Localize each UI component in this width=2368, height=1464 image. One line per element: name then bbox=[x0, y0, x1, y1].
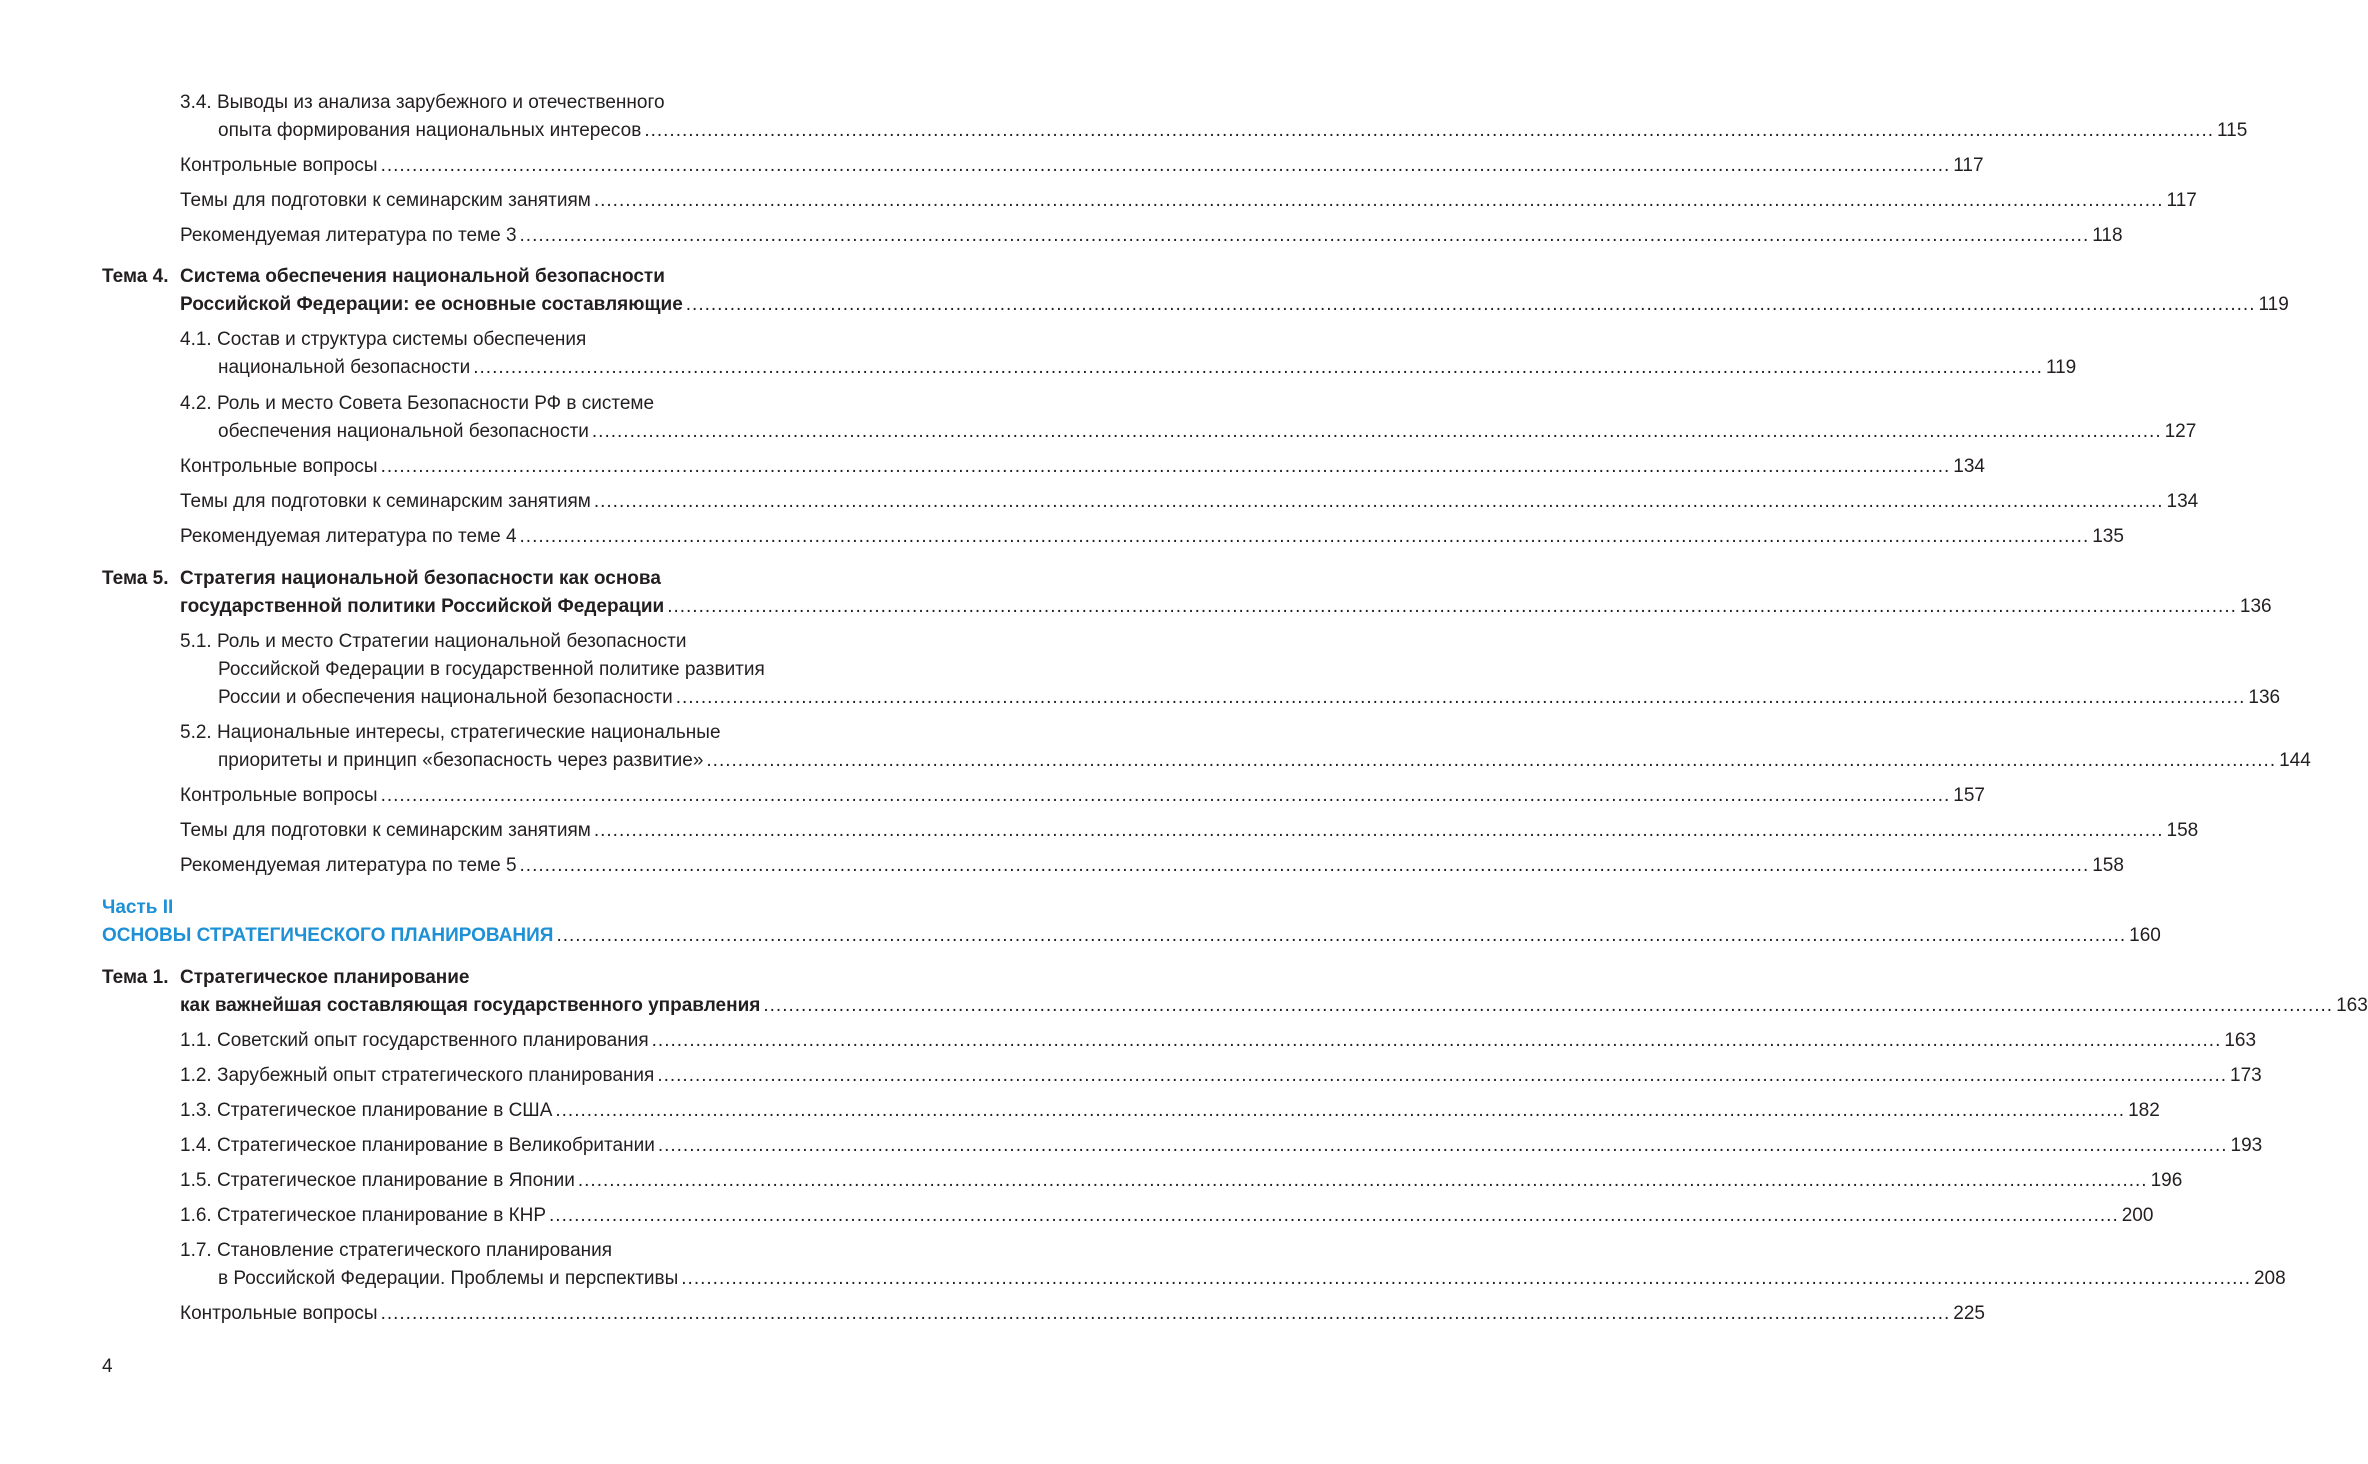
topic-5-title-line1: Стратегия национальной безопасности как основа bbox=[180, 568, 661, 589]
toc-entry-3-seminar[interactable] bbox=[180, 187, 2197, 215]
dot-leader bbox=[706, 747, 2276, 775]
toc-entry-text: Контрольные вопросы bbox=[180, 456, 378, 477]
toc-entry-text: национальной безопасности bbox=[218, 357, 471, 378]
toc-page-number: 225 bbox=[1953, 1303, 1985, 1324]
toc-entry-4-2[interactable] bbox=[218, 418, 2197, 446]
dot-leader bbox=[555, 1097, 2125, 1125]
topic-4-label: Тема 4. bbox=[102, 266, 169, 287]
dot-leader bbox=[658, 1132, 2228, 1160]
topic-4-title-line1: Система обеспечения национальной безопасности bbox=[180, 266, 665, 287]
dot-leader bbox=[549, 1202, 2119, 1230]
dot-leader bbox=[644, 117, 2214, 145]
toc-part-2[interactable] bbox=[102, 922, 2161, 950]
toc-entry-1-4[interactable] bbox=[180, 1132, 2263, 1160]
toc-page-number: 158 bbox=[2092, 855, 2124, 876]
toc-entry-text: 1.4. Стратегическое планирование в Великобритании bbox=[180, 1135, 655, 1156]
toc-entry-text: опыта формирования национальных интересов bbox=[218, 120, 642, 141]
toc-entry-5-1-line2: Российской Федерации в государственной политике развития bbox=[218, 659, 765, 680]
dot-leader bbox=[520, 852, 2090, 880]
toc-entry-4-questions[interactable] bbox=[180, 453, 1985, 481]
toc-entry-text: Контрольные вопросы bbox=[180, 785, 378, 806]
toc-entry-5-1[interactable] bbox=[218, 684, 2281, 712]
dot-leader bbox=[381, 782, 1951, 810]
dot-leader bbox=[594, 488, 2164, 516]
dot-leader bbox=[686, 291, 2256, 319]
toc-entry-3-literature[interactable] bbox=[180, 222, 2123, 250]
toc-page-number: 200 bbox=[2121, 1205, 2154, 1226]
part2-topic-1-title-line1: Стратегическое планирование bbox=[180, 967, 470, 988]
toc-topic-4[interactable] bbox=[180, 291, 2289, 319]
toc-entry-5-2-line1: 5.2. Национальные интересы, стратегические национальные bbox=[180, 722, 721, 743]
toc-page-number: 208 bbox=[2253, 1268, 2286, 1289]
toc-page-number: 163 bbox=[2224, 1030, 2257, 1051]
toc-page-number: 119 bbox=[2258, 294, 2289, 315]
part-2-title: ОСНОВЫ СТРАТЕГИЧЕСКОГО ПЛАНИРОВАНИЯ bbox=[102, 925, 554, 946]
toc-entry-1-6[interactable] bbox=[180, 1202, 2154, 1230]
toc-page-number: 157 bbox=[1953, 785, 1985, 806]
toc-entry-text: обеспечения национальной безопасности bbox=[218, 421, 589, 442]
dot-leader bbox=[681, 1265, 2251, 1293]
toc-entry-part2-1-questions[interactable] bbox=[180, 1300, 1985, 1328]
toc-page-number: 127 bbox=[2164, 421, 2197, 442]
dot-leader bbox=[676, 684, 2246, 712]
toc-entry-text: 1.2. Зарубежный опыт стратегического планирования bbox=[180, 1065, 655, 1086]
toc-page-number: 134 bbox=[2166, 491, 2199, 512]
toc-entry-3-4[interactable] bbox=[218, 117, 2248, 145]
dot-leader bbox=[657, 1062, 2227, 1090]
toc-entry-3-questions[interactable] bbox=[180, 152, 1984, 180]
toc-entry-1-3[interactable] bbox=[180, 1097, 2160, 1125]
toc-page-number: 136 bbox=[2239, 596, 2272, 617]
toc-page-number: 173 bbox=[2230, 1065, 2262, 1086]
toc-entry-text: 1.1. Советский опыт государственного планирования bbox=[180, 1030, 649, 1051]
toc-entry-5-1-line1: 5.1. Роль и место Стратегии национальной безопасности bbox=[180, 631, 687, 652]
toc-entry-1-5[interactable] bbox=[180, 1167, 2183, 1195]
toc-page-number: 117 bbox=[2166, 190, 2197, 211]
toc-entry-text: в Российской Федерации. Проблемы и перспективы bbox=[218, 1268, 679, 1289]
toc-entry-3-4-line1: 3.4. Выводы из анализа зарубежного и отечественного bbox=[180, 92, 665, 113]
toc-entry-1-2[interactable] bbox=[180, 1062, 2262, 1090]
toc-entry-5-2[interactable] bbox=[218, 747, 2311, 775]
toc-entry-text: Российской Федерации: ее основные составляющие bbox=[180, 294, 683, 315]
toc-entry-text: Контрольные вопросы bbox=[180, 1303, 378, 1324]
toc-entry-4-1-line1: 4.1. Состав и структура системы обеспечения bbox=[180, 329, 587, 350]
dot-leader bbox=[520, 523, 2090, 551]
toc-entry-5-seminar[interactable] bbox=[180, 817, 2199, 845]
toc-page-number: 118 bbox=[2092, 225, 2123, 246]
toc-page-number: 115 bbox=[2217, 120, 2248, 141]
toc-page-number: 119 bbox=[2045, 357, 2077, 378]
toc-entry-text: 1.6. Стратегическое планирование в КНР bbox=[180, 1205, 547, 1226]
dot-leader bbox=[763, 992, 2333, 1020]
toc-entry-5-literature[interactable] bbox=[180, 852, 2124, 880]
dot-leader bbox=[556, 922, 2126, 950]
toc-page-number: 134 bbox=[1953, 456, 1985, 477]
toc-entry-4-seminar[interactable] bbox=[180, 488, 2199, 516]
toc-page-number: 196 bbox=[2150, 1170, 2183, 1191]
toc-entry-text: Рекомендуемая литература по теме 5 bbox=[180, 855, 517, 876]
dot-leader bbox=[520, 222, 2090, 250]
toc-page-number: 182 bbox=[2128, 1100, 2160, 1121]
toc-entry-text: Темы для подготовки к семинарским занятиям bbox=[180, 820, 591, 841]
toc-entry-text: Темы для подготовки к семинарским занятиям bbox=[180, 190, 591, 211]
dot-leader bbox=[592, 418, 2162, 446]
dot-leader bbox=[578, 1167, 2148, 1195]
toc-page-number: 163 bbox=[2336, 995, 2368, 1016]
toc-part2-topic-1[interactable] bbox=[180, 992, 2368, 1020]
topic-5-label: Тема 5. bbox=[102, 568, 169, 589]
toc-entry-text: Контрольные вопросы bbox=[180, 155, 378, 176]
toc-topic-5[interactable] bbox=[180, 593, 2272, 621]
toc-entry-1-1[interactable] bbox=[180, 1027, 2257, 1055]
toc-page-number: 193 bbox=[2230, 1135, 2263, 1156]
dot-leader bbox=[594, 187, 2164, 215]
toc-entry-text: 1.3. Стратегическое планирование в США bbox=[180, 1100, 553, 1121]
toc-entry-4-literature[interactable] bbox=[180, 523, 2124, 551]
dot-leader bbox=[594, 817, 2164, 845]
toc-entry-text: Рекомендуемая литература по теме 4 bbox=[180, 526, 517, 547]
part-2-label: Часть II bbox=[102, 897, 174, 918]
toc-page-number: 158 bbox=[2166, 820, 2199, 841]
toc-entry-text: приоритеты и принцип «безопасность через развитие» bbox=[218, 750, 704, 771]
dot-leader bbox=[381, 453, 1951, 481]
toc-entry-1-7[interactable] bbox=[218, 1265, 2286, 1293]
toc-entry-text: 1.5. Стратегическое планирование в Японии bbox=[180, 1170, 575, 1191]
toc-page-number: 117 bbox=[1953, 155, 1984, 176]
page-number: 4 bbox=[102, 1356, 113, 1377]
toc-entry-text: Рекомендуемая литература по теме 3 bbox=[180, 225, 517, 246]
toc-page-number: 160 bbox=[2129, 925, 2161, 946]
dot-leader bbox=[473, 354, 2043, 382]
toc-page-number: 144 bbox=[2279, 750, 2311, 771]
toc-page-number: 135 bbox=[2092, 526, 2124, 547]
toc-entry-text: России и обеспечения национальной безопасности bbox=[218, 687, 673, 708]
dot-leader bbox=[652, 1027, 2222, 1055]
toc-entry-5-questions[interactable] bbox=[180, 782, 1985, 810]
dot-leader bbox=[381, 1300, 1951, 1328]
toc-entry-4-1[interactable] bbox=[218, 354, 2077, 382]
toc-page-number: 136 bbox=[2248, 687, 2281, 708]
dot-leader bbox=[381, 152, 1951, 180]
toc-entry-text: как важнейшая составляющая государственного управления bbox=[180, 995, 761, 1016]
toc-entry-text: Темы для подготовки к семинарским занятиям bbox=[180, 491, 591, 512]
part2-topic-1-label: Тема 1. bbox=[102, 967, 169, 988]
toc-entry-1-7-line1: 1.7. Становление стратегического планирования bbox=[180, 1240, 613, 1261]
toc-entry-text: государственной политики Российской Федерации bbox=[180, 596, 665, 617]
dot-leader bbox=[667, 593, 2237, 621]
toc-entry-4-2-line1: 4.2. Роль и место Совета Безопасности РФ в системе bbox=[180, 393, 655, 414]
